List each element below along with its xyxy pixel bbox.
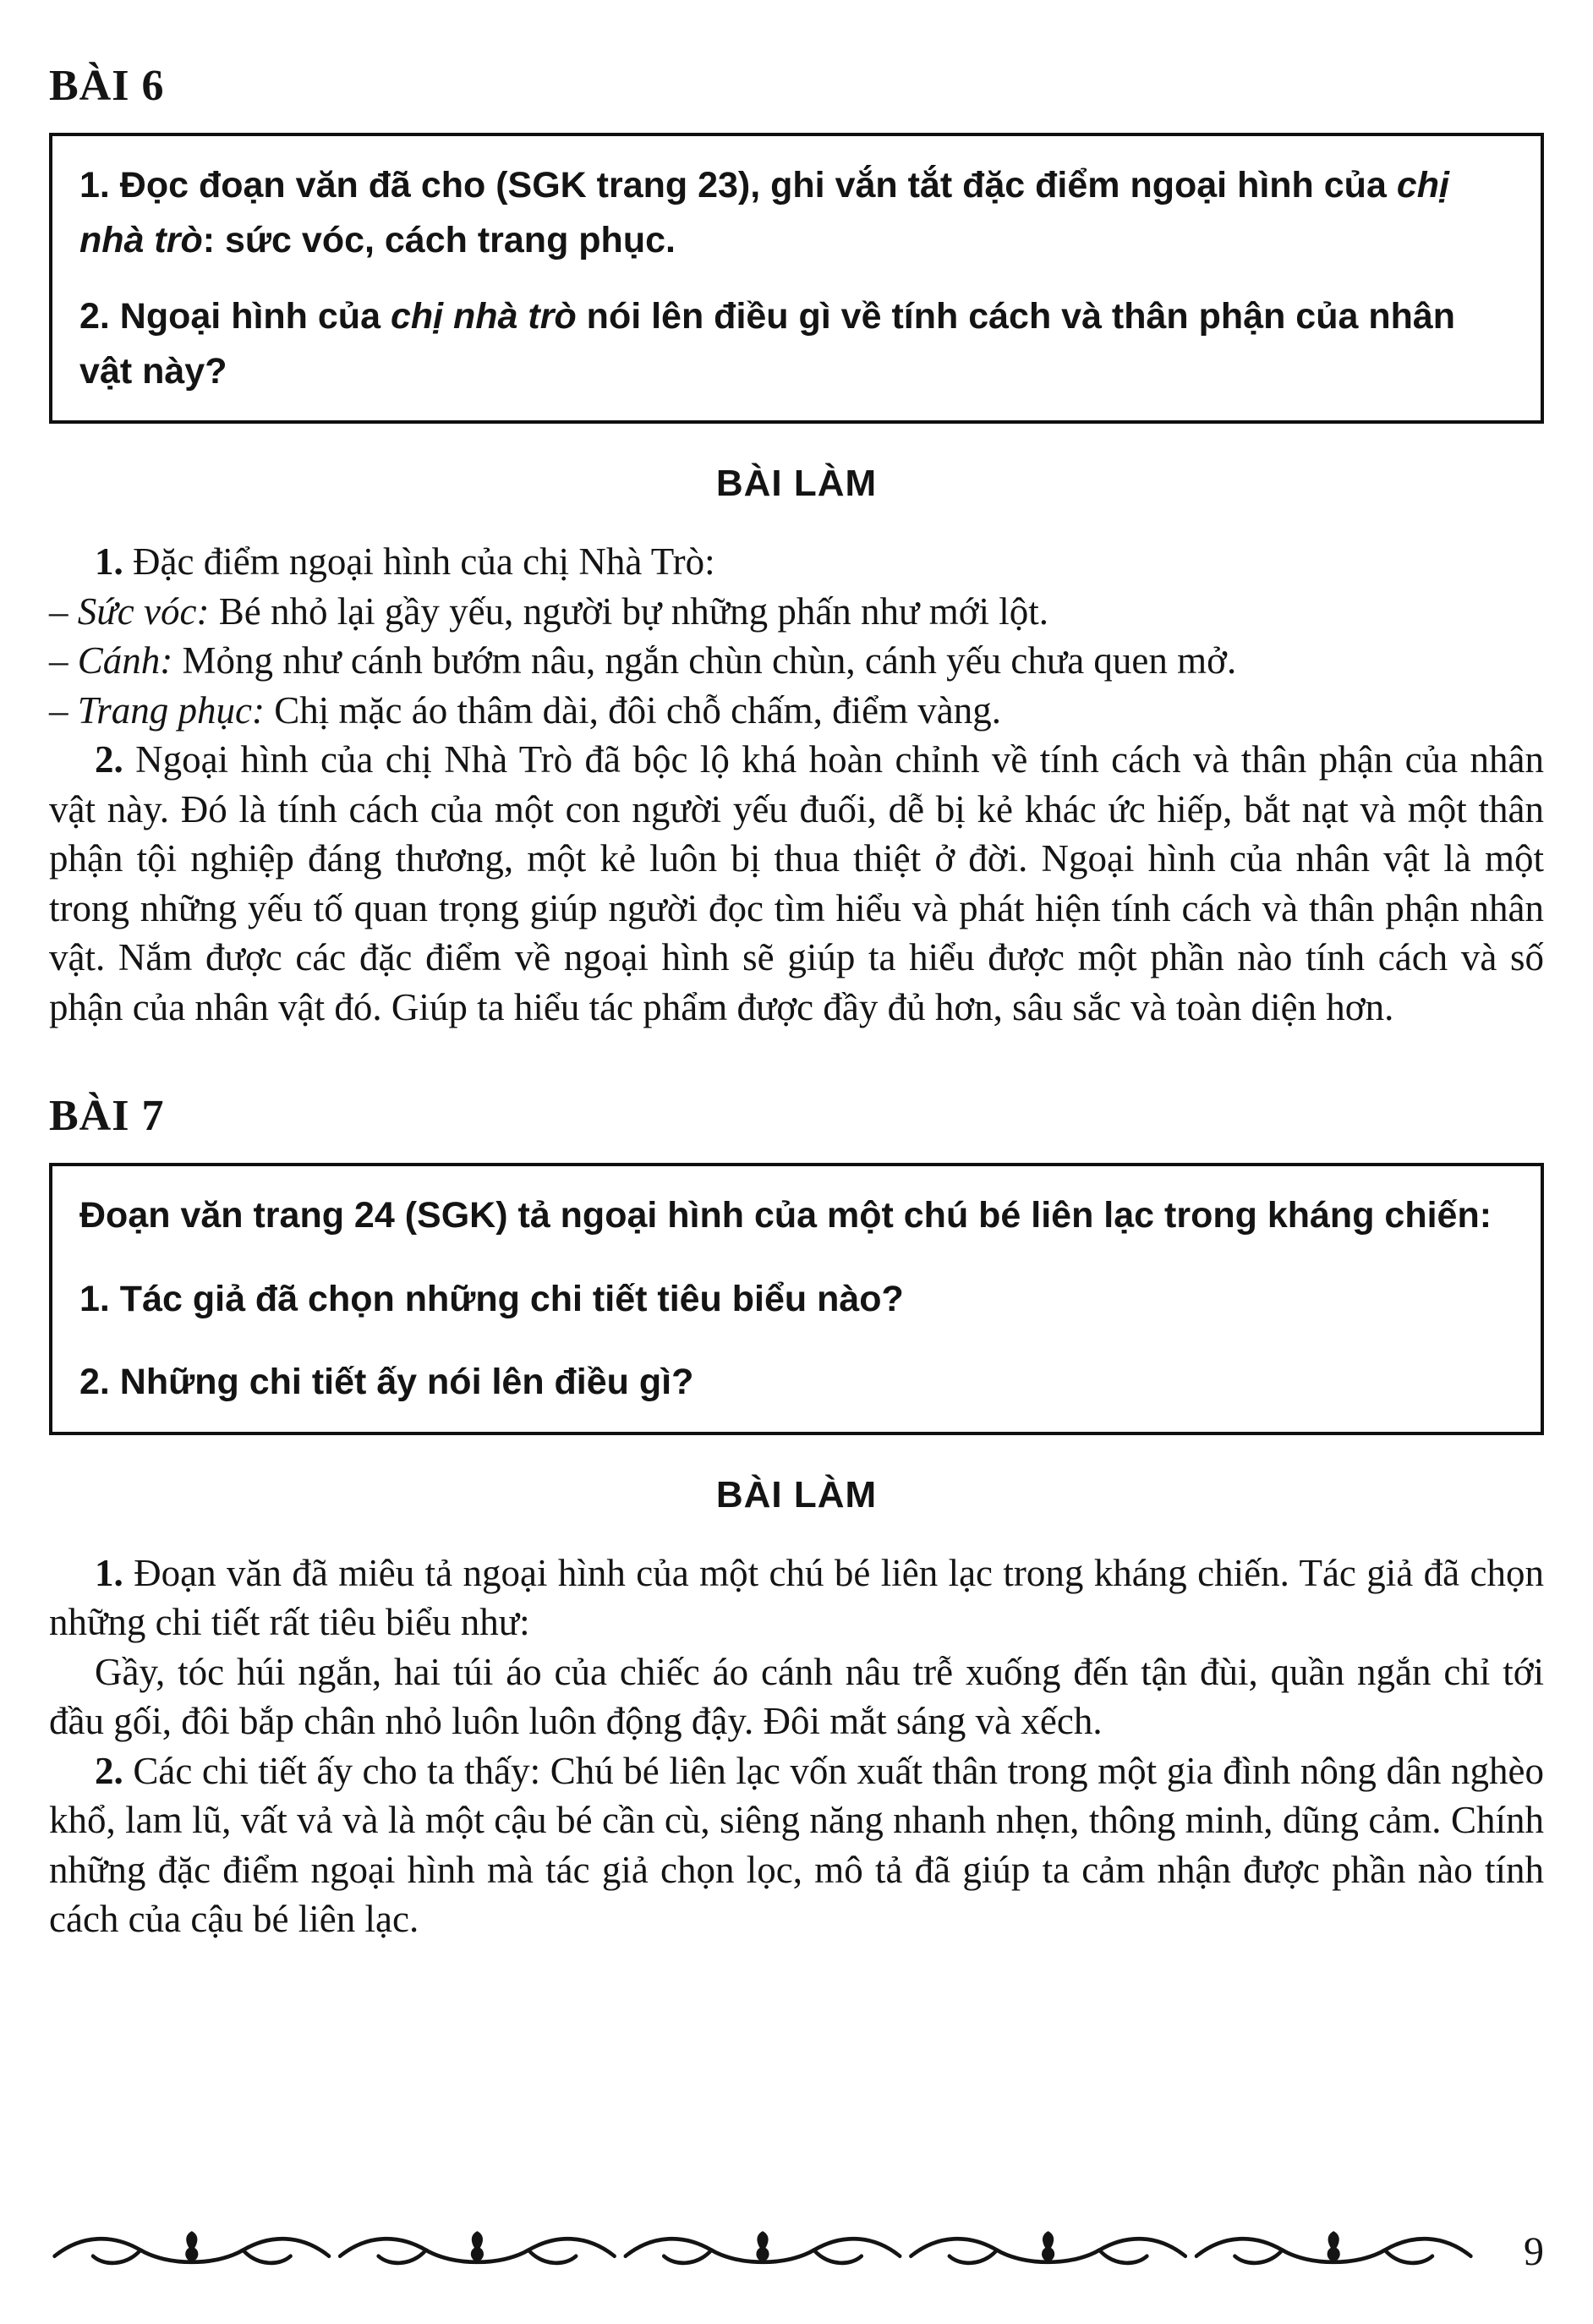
answer-number: 2. — [95, 1749, 123, 1792]
answer-number: 2. — [95, 738, 123, 781]
ornament-border-icon — [49, 2230, 1476, 2274]
answer-text: Bé nhỏ lại gầy yếu, người bự những phấn như mới lột. — [209, 589, 1049, 633]
dash-marker: – — [49, 688, 78, 732]
question-text: 1. Đọc đoạn văn đã cho (SGK trang 23), ghi vắn tắt đặc điểm ngoại hình của — [79, 165, 1397, 206]
dash-marker: – — [49, 589, 78, 633]
answer-paragraph: Gầy, tóc húi ngắn, hai túi áo của chiếc áo cánh nâu trễ xuống đến tận đùi, quần ngắn chỉ tới đầu gối, đôi bắp chân nhỏ luôn luôn động đậy. Đôi mắt sáng và xếch. — [49, 1650, 1544, 1742]
bai6-question-1 — [79, 158, 1514, 267]
answer-list-item — [49, 587, 1544, 637]
italic-term: chị nhà trò — [79, 165, 1449, 260]
term-label: Cánh: — [77, 639, 173, 682]
question-text: nói lên điều gì về tính cách và thân phận của nhân vật này? — [79, 296, 1456, 392]
page-number: 9 — [1524, 2229, 1544, 2274]
bai7-answer — [49, 1548, 1544, 1944]
answer-text: Các chi tiết ấy cho ta thấy: Chú bé liên lạc vốn xuất thân trong một gia đình nông dân nghèo khổ, lam lũ, vất vả và là một cậu bé cần cù, siêng năng nhanh nhẹn, thông minh, dũng cảm. Chính những đặc điểm ngoại hình mà tác giả chọn lọc, mô tả đã giúp ta cảm nhận được phần nào tính cách của cậu bé liên lạc. — [49, 1749, 1544, 1940]
question-text: 2. Ngoại hình của — [79, 296, 391, 337]
answer-text: Đoạn văn đã miêu tả ngoại hình của một chú bé liên lạc trong kháng chiến. Tác giả đã chọn những chi tiết rất tiêu biểu như: — [49, 1551, 1544, 1643]
bai7-bai-lam-heading: BÀI LÀM — [715, 1473, 878, 1516]
bai7-question-2: 2. Những chi tiết ấy nói lên điều gì? — [79, 1362, 694, 1402]
bai7-question-box — [49, 1163, 1544, 1435]
answer-text: Đặc điểm ngoại hình của chị Nhà Trò: — [123, 540, 715, 583]
dash-marker: – — [49, 639, 78, 682]
bai6-bai-lam-heading: BÀI LÀM — [715, 463, 878, 504]
answer-text: Ngoại hình của chị Nhà Trò đã bộc lộ khá hoàn chỉnh về tính cách và thân phận của nhân vật này. Đó là tính cách của một con người yếu đuối, dễ bị kẻ khác ức hiếp, bắt nạt và một thân phận tội nghiệp đáng thương, một kẻ luôn bị thua thiệt ở đời. Ngoại hình của nhân vật là một trong những yếu tố quan trọng giúp người đọc tìm hiểu và phát hiện tính cách và thân phận nhân vật. Nắm được các đặc điểm về ngoại hình sẽ giúp ta hiểu được một phần nào tính cách và số phận của nhân vật đó. Giúp ta hiểu tác phẩm được đầy đủ hơn, sâu sắc và toàn diện hơn. — [49, 738, 1544, 1028]
answer-number: 1. — [95, 1551, 123, 1594]
bai6-answer — [49, 537, 1544, 1032]
term-label: Trang phục: — [77, 688, 266, 732]
answer-list-item — [49, 636, 1544, 686]
bai7-question-intro: Đoạn văn trang 24 (SGK) tả ngoại hình của một chú bé liên lạc trong kháng chiến: — [79, 1195, 1492, 1236]
question-text: : sức vóc, cách trang phục. — [202, 219, 676, 260]
bai6-question-2 — [79, 289, 1514, 398]
bai6-question-box — [49, 133, 1544, 424]
section-title-bai7: BÀI 7 — [49, 1092, 165, 1140]
page-footer — [49, 2228, 1544, 2275]
answer-text: Chị mặc áo thâm dài, đôi chỗ chấm, điểm vàng. — [265, 688, 1002, 732]
term-label: Sức vóc: — [77, 589, 210, 633]
italic-term: chị nhà trò — [390, 296, 577, 337]
answer-number: 1. — [95, 540, 123, 583]
answer-list-item — [49, 686, 1544, 736]
answer-paragraph — [49, 1548, 1544, 1647]
answer-paragraph — [49, 735, 1544, 1032]
answer-paragraph — [49, 537, 1544, 587]
answer-text: Mỏng như cánh bướm nâu, ngắn chùn chùn, cánh yếu chưa quen mở. — [172, 639, 1237, 682]
answer-paragraph — [49, 1746, 1544, 1944]
section-title-bai6: BÀI 6 — [49, 62, 165, 110]
bai7-question-1: 1. Tác giả đã chọn những chi tiết tiêu biểu nào? — [79, 1278, 904, 1319]
